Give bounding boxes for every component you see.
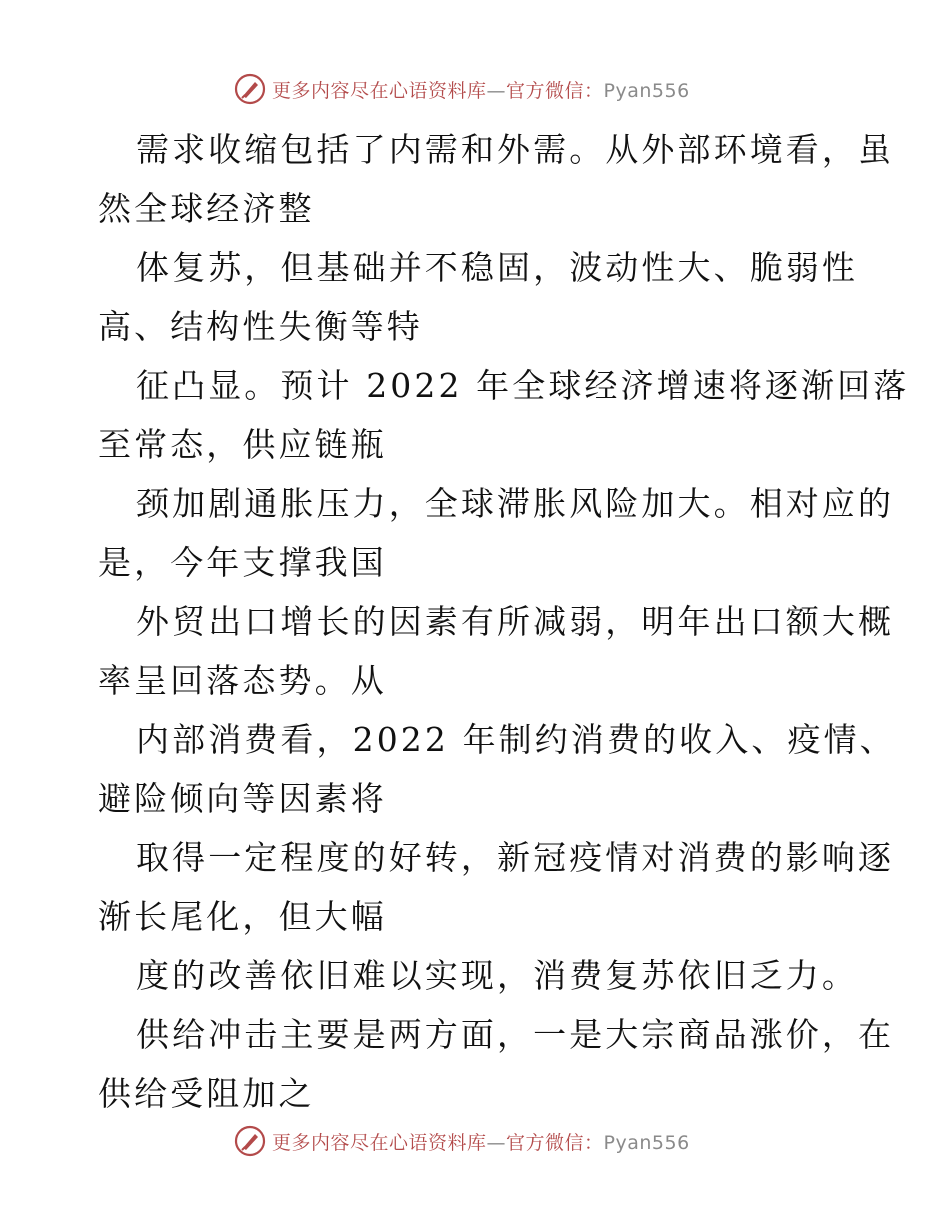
text-line: 是，今年支撑我国 — [98, 543, 387, 582]
text-line: 供给受阻加之 — [98, 1074, 315, 1113]
header-watermark — [234, 72, 690, 106]
watermark-wechat-label: 官方微信： — [506, 1131, 604, 1154]
text-line: 率呈回落态势。从 — [98, 661, 387, 700]
text-line: 供给冲击主要是两方面，一是大宗商品涨价，在 — [136, 1015, 895, 1054]
watermark-dash: — — [486, 1131, 507, 1154]
text-line: 然全球经济整 — [98, 189, 315, 228]
body-text — [98, 120, 910, 1123]
text-line: 外贸出口增长的因素有所减弱，明年出口额大概 — [136, 602, 895, 641]
text-line: 内部消费看，2022 年制约消费的收入、疫情、 — [136, 720, 896, 759]
text-line: 至常态，供应链瓶 — [98, 425, 387, 464]
watermark-site-text: 更多内容尽在心语资料库 — [272, 79, 487, 102]
quill-pen-logo-icon — [234, 1125, 266, 1157]
text-line: 渐长尾化，但大幅 — [98, 897, 387, 936]
text-line: 体复苏，但基础并不稳固，波动性大、脆弱性 — [136, 248, 858, 287]
watermark-dash: — — [486, 79, 507, 102]
watermark-wechat-id: Pyan556 — [603, 1131, 690, 1154]
footer-watermark — [234, 1124, 690, 1158]
text-line: 颈加剧通胀压力，全球滞胀风险加大。相对应的 — [136, 484, 895, 523]
text-line: 度的改善依旧难以实现，消费复苏依旧乏力。 — [136, 956, 858, 995]
text-line: 取得一定程度的好转，新冠疫情对消费的影响逐 — [136, 838, 895, 877]
watermark-wechat-label: 官方微信： — [506, 79, 604, 102]
watermark-wechat-id: Pyan556 — [603, 79, 690, 102]
text-line: 征凸显。预计 2022 年全球经济增速将逐渐回落 — [136, 366, 910, 405]
text-line: 需求收缩包括了内需和外需。从外部环境看，虽 — [136, 130, 895, 169]
quill-pen-logo-icon — [234, 73, 266, 105]
text-line: 避险倾向等因素将 — [98, 779, 387, 818]
watermark-site-text: 更多内容尽在心语资料库 — [272, 1131, 487, 1154]
text-line: 高、结构性失衡等特 — [98, 307, 423, 346]
